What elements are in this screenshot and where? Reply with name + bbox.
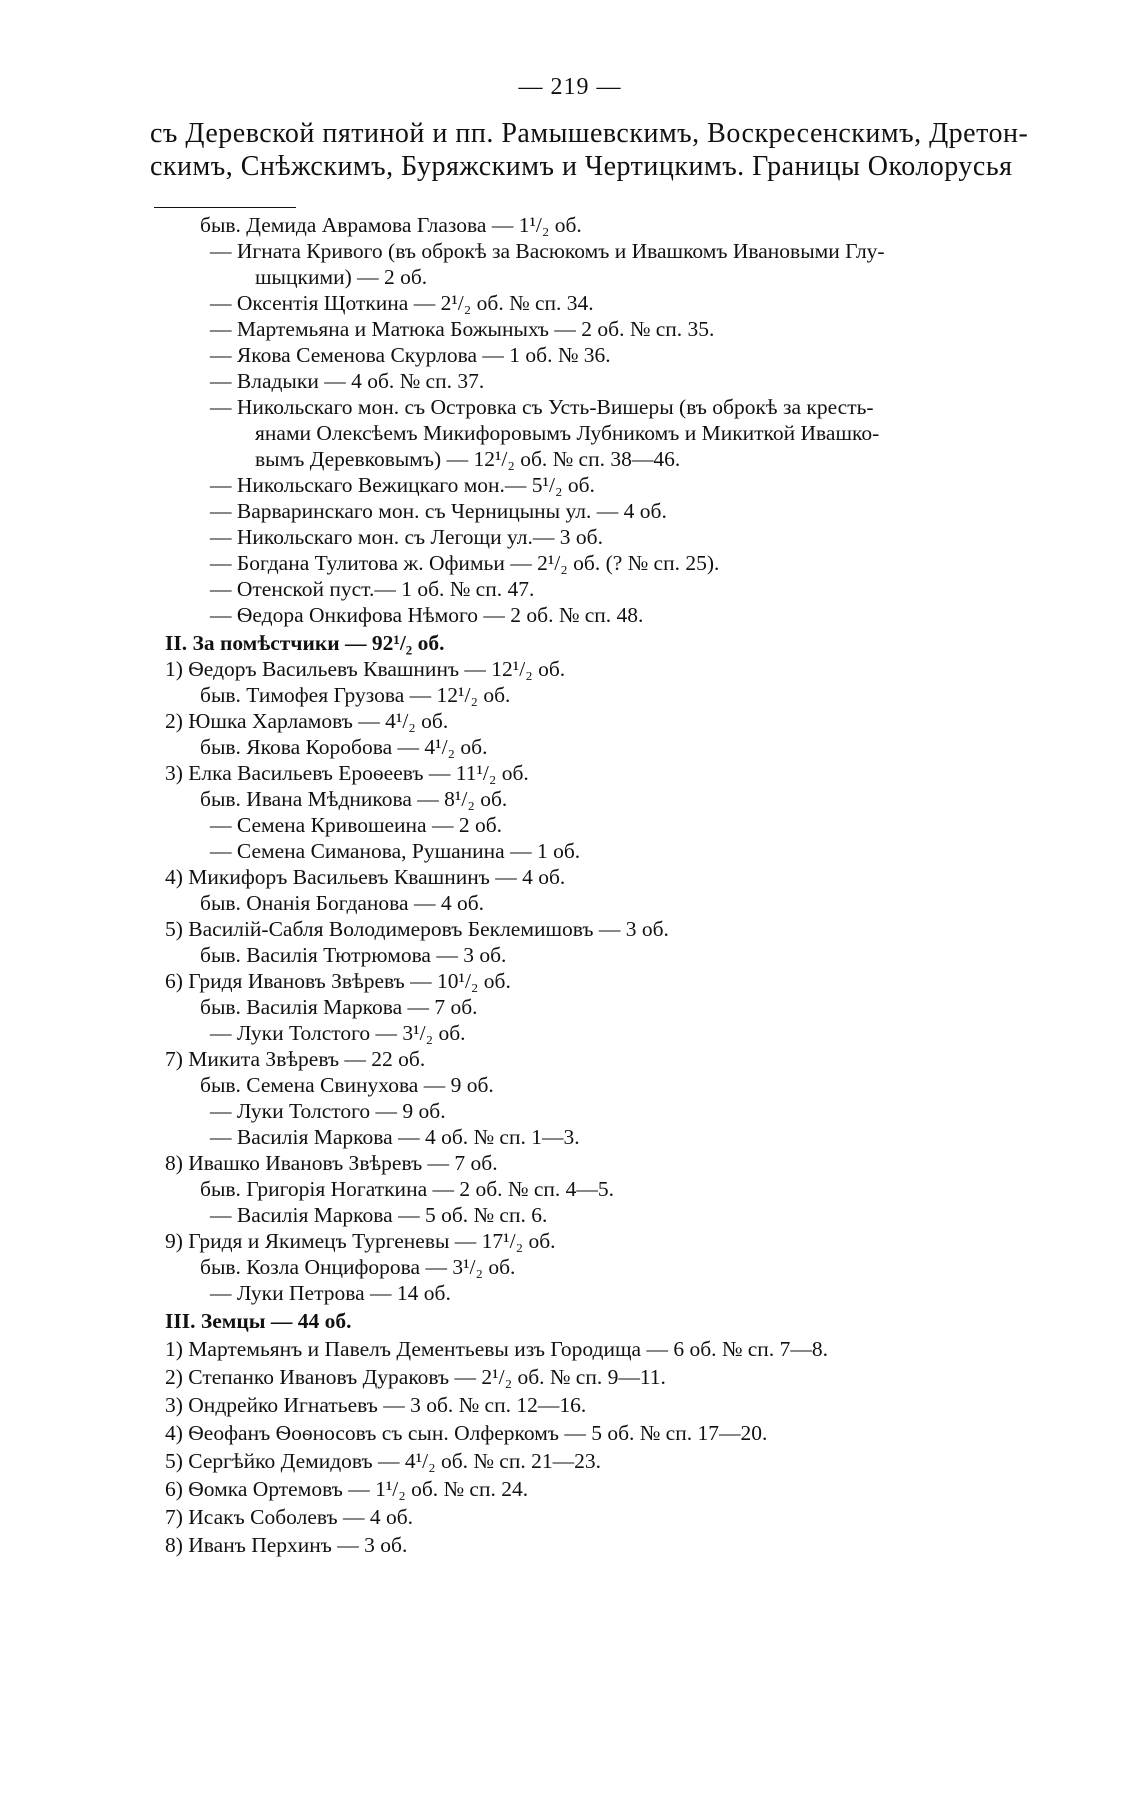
list-line: — Варваринскаго мон. съ Черницыны ул. — 4 об. bbox=[210, 499, 667, 523]
list-line: 6) Гридя Ивановъ Звѣревъ — 10¹/₂ об. bbox=[165, 969, 511, 993]
list-line: 5) Сергѣйко Демидовъ — 4¹/₂ об. № сп. 21—23. bbox=[165, 1449, 601, 1473]
list-line: 4) Микифоръ Васильевъ Квашнинъ — 4 об. bbox=[165, 865, 566, 889]
list-line: 2) Степанко Ивановъ Дураковъ — 2¹/₂ об. № сп. 9—11. bbox=[165, 1365, 666, 1389]
list-line: 7) Исакъ Соболевъ — 4 об. bbox=[165, 1505, 414, 1529]
list-line: 5) Василій-Сабля Володимеровъ Беклемишовъ — 3 об. bbox=[165, 917, 669, 941]
list-line: 7) Микита Звѣревъ — 22 об. bbox=[165, 1047, 426, 1071]
list-line: 8) Ивашко Ивановъ Звѣревъ — 7 об. bbox=[165, 1151, 498, 1175]
list-line: быв. Василія Тютрюмова — 3 об. bbox=[200, 943, 507, 967]
intro-line-1: съ Деревской пятиной и пп. Рамышевскимъ, Воскресенскимъ, Дретон- bbox=[150, 118, 1029, 149]
list-line: — Богдана Тулитова ж. Офимьи — 2¹/₂ об. (? № сп. 25). bbox=[210, 551, 720, 575]
list-line: — Семена Кривошеина — 2 об. bbox=[210, 813, 503, 837]
list-line: — Владыки — 4 об. № сп. 37. bbox=[210, 369, 485, 393]
list-line: — Никольскаго мон. съ Легощи ул.— 3 об. bbox=[210, 525, 603, 549]
list-line: быв. Василія Маркова — 7 об. bbox=[200, 995, 478, 1019]
list-line: 1) Ѳедоръ Васильевъ Квашнинъ — 12¹/₂ об. bbox=[165, 657, 566, 681]
list-line: быв. Демида Аврамова Глазова — 1¹/₂ об. bbox=[200, 213, 582, 237]
list-line: — Отенской пуст.— 1 об. № сп. 47. bbox=[210, 577, 535, 601]
list-line: 6) Ѳомка Ортемовъ — 1¹/₂ об. № сп. 24. bbox=[165, 1477, 529, 1501]
list-line: — Луки Толстого — 9 об. bbox=[210, 1099, 446, 1123]
intro-line-2: скимъ, Снѣжскимъ, Буряжскимъ и Чертицкимъ. Границы Околорусья bbox=[150, 151, 1013, 182]
list-line: — Ѳедора Онкифова Нѣмого — 2 об. № сп. 48. bbox=[210, 603, 644, 627]
list-line: шыцкими) — 2 об. bbox=[255, 265, 428, 289]
list-line: быв. Якова Коробова — 4¹/₂ об. bbox=[200, 735, 488, 759]
list-line: янами Олексѣемъ Микифоровымъ Лубникомъ и Микиткой Ивашко- bbox=[255, 421, 880, 445]
list-line: 9) Гридя и Якимецъ Тургеневы — 17¹/₂ об. bbox=[165, 1229, 556, 1253]
list-line: быв. Тимофея Грузова — 12¹/₂ об. bbox=[200, 683, 511, 707]
list-line: — Мартемьяна и Матюка Божыныхъ — 2 об. № сп. 35. bbox=[210, 317, 715, 341]
list-line: быв. Козла Онцифорова — 3¹/₂ об. bbox=[200, 1255, 516, 1279]
list-line: 3) Ондрейко Игнатьевъ — 3 об. № сп. 12—16. bbox=[165, 1393, 587, 1417]
list-line: быв. Григорія Ногаткина — 2 об. № сп. 4—5. bbox=[200, 1177, 614, 1201]
list-line: 2) Юшка Харламовъ — 4¹/₂ об. bbox=[165, 709, 449, 733]
list-line: — Якова Семенова Скурлова — 1 об. № 36. bbox=[210, 343, 611, 367]
list-line: — Игната Кривого (въ оброкѣ за Васюкомъ и Ивашкомъ Ивановыми Глу- bbox=[210, 239, 885, 263]
list-line: 3) Елка Васильевъ Ероѳеевъ — 11¹/₂ об. bbox=[165, 761, 529, 785]
list-line: — Луки Толстого — 3¹/₂ об. bbox=[210, 1021, 466, 1045]
list-line: 1) Мартемьянъ и Павелъ Дементьевы изъ Городища — 6 об. № сп. 7—8. bbox=[165, 1337, 828, 1361]
footnote-rule bbox=[154, 207, 296, 208]
page-number: — 219 — bbox=[518, 74, 622, 100]
list-line: — Василія Маркова — 4 об. № сп. 1—3. bbox=[210, 1125, 580, 1149]
list-line: 4) Ѳеофанъ Ѳоѳносовъ съ сын. Олферкомъ — 5 об. № сп. 17—20. bbox=[165, 1421, 768, 1445]
list-line: — Василія Маркова — 5 об. № сп. 6. bbox=[210, 1203, 548, 1227]
list-line: — Семена Симанова, Рушанина — 1 об. bbox=[210, 839, 581, 863]
list-line: вымъ Деревковымъ) — 12¹/₂ об. № сп. 38—46. bbox=[255, 447, 681, 471]
section-heading: II. За помѣстчики — 92¹/₂ об. bbox=[165, 631, 445, 655]
list-line: быв. Ивана Мѣдникова — 8¹/₂ об. bbox=[200, 787, 508, 811]
list-line: быв. Онанія Богданова — 4 об. bbox=[200, 891, 485, 915]
list-line: — Луки Петрова — 14 об. bbox=[210, 1281, 451, 1305]
list-line: — Никольскаго Вежицкаго мон.— 5¹/₂ об. bbox=[210, 473, 595, 497]
list-line: — Оксентія Щоткина — 2¹/₂ об. № сп. 34. bbox=[210, 291, 594, 315]
list-line: 8) Иванъ Перхинъ — 3 об. bbox=[165, 1533, 408, 1557]
section-heading: III. Земцы — 44 об. bbox=[165, 1309, 352, 1333]
list-line: — Никольскаго мон. съ Островка съ Усть-Вишеры (въ оброкѣ за кресть- bbox=[210, 395, 874, 419]
list-line: быв. Семена Свинухова — 9 об. bbox=[200, 1073, 494, 1097]
